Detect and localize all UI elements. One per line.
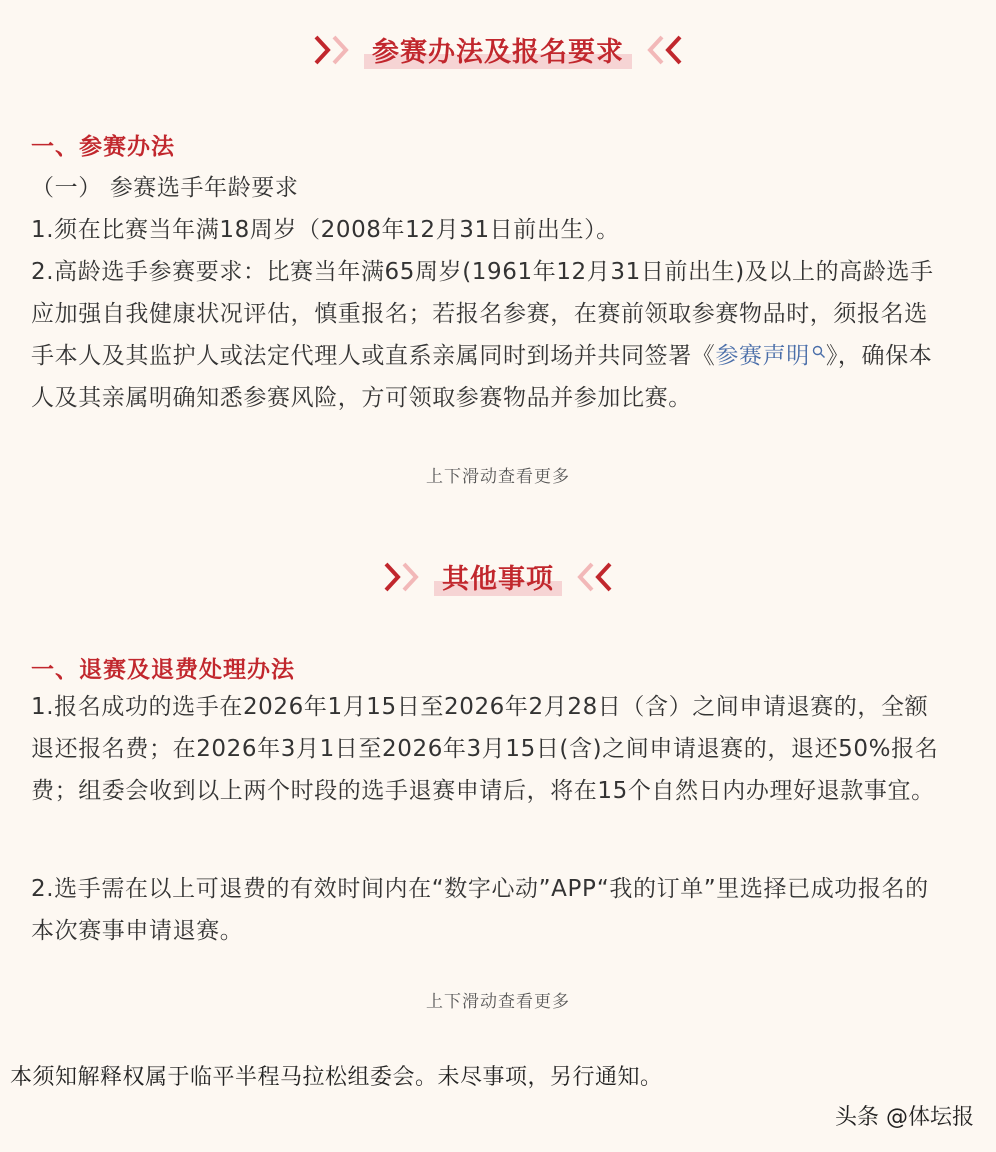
watermark: 头条 @体坛报 [835,1105,974,1130]
double-chevron-right-icon [312,33,354,67]
double-chevron-right-icon [382,560,424,594]
section-header-rules [0,30,996,69]
section-header-other-matters [0,557,996,596]
paragraph-age-requirement: 1.须在比赛当年满18周岁（2008年12月31日前出生）。 [31,217,620,243]
search-icon [812,331,826,373]
paragraph-refund-procedure: 2.选手需在以上可退费的有效时间内在“数字心动”APP“我的订单”里选择已成功报名的本次赛事申请退赛。 [31,876,929,944]
subheading-withdrawal-refund: 一、退赛及退费处理办法 [31,657,295,683]
footer-note: 本须知解释权属于临平半程马拉松组委会。未尽事项，另行通知。 [10,1065,663,1090]
paragraph-senior-requirement [31,251,951,419]
paragraph-text: 2.高龄选手参赛要求：比赛当年满65周岁(1961年12月31日前出生)及以上的高龄选手应加强自我健康状况评估，慎重报名；若报名参赛，在赛前领取参赛物品时，须报名选手本人及其监护人或法定代理人或直系亲属同时到场并共同签署《 [31,259,934,369]
item-title-age: （一） 参赛选手年龄要求 [31,175,299,201]
scrollable-content-rules[interactable] [0,165,996,433]
double-chevron-left-icon [642,33,684,67]
scroll-hint: 上下滑动查看更多 [426,467,570,487]
paragraph-refund-policy: 1.报名成功的选手在2026年1月15日至2026年2月28日（含）之间申请退赛的，全额退还报名费；在2026年3月1日至2026年3月15日(含)之间申请退赛的，退还50%报名费；组委会收到以上两个时段的选手退赛申请后，将在15个自然日内办理好退款事宜。 [31,694,939,804]
scrollable-content-other[interactable] [0,686,996,956]
declaration-link[interactable] [715,343,825,369]
paragraph-text: 》，确保本人及其亲属明确知悉参赛风险，方可领取参赛物品并参加比赛。 [31,343,933,411]
subheading-participation-method: 一、参赛办法 [31,134,175,160]
scroll-hint: 上下滑动查看更多 [426,992,570,1012]
scroll-fade [0,417,996,433]
section-title: 其他事项 [434,557,562,596]
section-title: 参赛办法及报名要求 [364,30,632,69]
double-chevron-left-icon [572,560,614,594]
declaration-link-label: 参赛声明 [715,343,810,369]
